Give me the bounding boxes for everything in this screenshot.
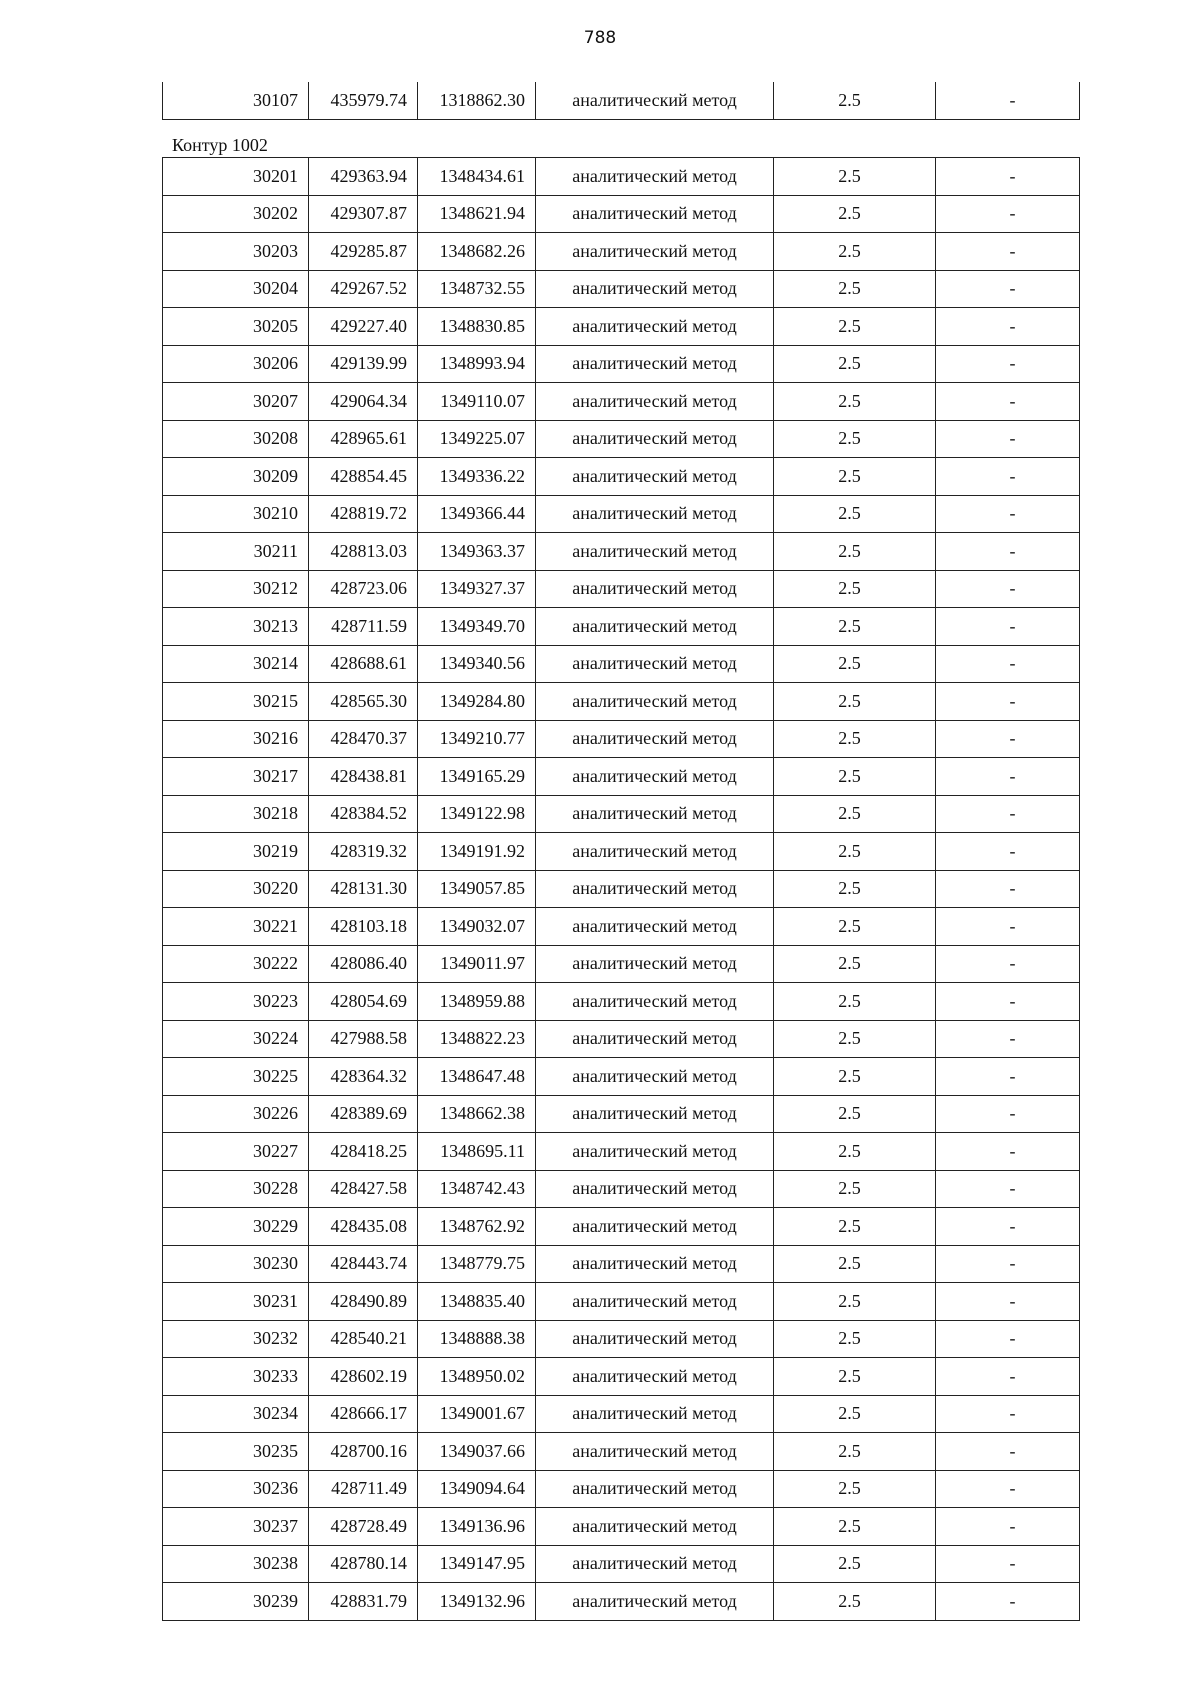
y-coordinate: 1348830.85 xyxy=(418,308,536,346)
precision: 2.5 xyxy=(774,945,936,983)
point-number: 30223 xyxy=(163,983,309,1021)
method: аналитический метод xyxy=(536,1283,774,1321)
precision: 2.5 xyxy=(774,195,936,233)
table-row xyxy=(163,1433,1080,1471)
y-coordinate: 1348822.23 xyxy=(418,1020,536,1058)
extra: - xyxy=(936,1133,1080,1171)
y-coordinate: 1348621.94 xyxy=(418,195,536,233)
x-coordinate: 428438.81 xyxy=(309,758,418,796)
method: аналитический метод xyxy=(536,1095,774,1133)
precision: 2.5 xyxy=(774,533,936,571)
extra: - xyxy=(936,533,1080,571)
table-row xyxy=(163,983,1080,1021)
extra: - xyxy=(936,758,1080,796)
method: аналитический метод xyxy=(536,270,774,308)
point-number: 30228 xyxy=(163,1170,309,1208)
precision: 2.5 xyxy=(774,1358,936,1396)
y-coordinate: 1349032.07 xyxy=(418,908,536,946)
point-number: 30217 xyxy=(163,758,309,796)
precision: 2.5 xyxy=(774,983,936,1021)
method: аналитический метод xyxy=(536,495,774,533)
precision: 2.5 xyxy=(774,158,936,196)
precision: 2.5 xyxy=(774,233,936,271)
y-coordinate: 1349340.56 xyxy=(418,645,536,683)
y-coordinate: 1349001.67 xyxy=(418,1395,536,1433)
method: аналитический метод xyxy=(536,1208,774,1246)
y-coordinate: 1349094.64 xyxy=(418,1470,536,1508)
y-coordinate: 1348662.38 xyxy=(418,1095,536,1133)
extra: - xyxy=(936,1058,1080,1096)
point-number: 30218 xyxy=(163,795,309,833)
method: аналитический метод xyxy=(536,608,774,646)
point-number: 30236 xyxy=(163,1470,309,1508)
extra: - xyxy=(936,1433,1080,1471)
method: аналитический метод xyxy=(536,1508,774,1546)
point-number: 30226 xyxy=(163,1095,309,1133)
method: аналитический метод xyxy=(536,82,774,119)
precision: 2.5 xyxy=(774,683,936,721)
y-coordinate: 1349147.95 xyxy=(418,1545,536,1583)
y-coordinate: 1349363.37 xyxy=(418,533,536,571)
extra: - xyxy=(936,683,1080,721)
y-coordinate: 1349366.44 xyxy=(418,495,536,533)
precision: 2.5 xyxy=(774,870,936,908)
precision: 2.5 xyxy=(774,1133,936,1171)
table-row xyxy=(163,758,1080,796)
x-coordinate: 435979.74 xyxy=(309,82,418,119)
table-row xyxy=(163,420,1080,458)
method: аналитический метод xyxy=(536,720,774,758)
x-coordinate: 428540.21 xyxy=(309,1320,418,1358)
method: аналитический метод xyxy=(536,1020,774,1058)
x-coordinate: 428565.30 xyxy=(309,683,418,721)
extra: - xyxy=(936,645,1080,683)
precision: 2.5 xyxy=(774,1470,936,1508)
precision: 2.5 xyxy=(774,645,936,683)
y-coordinate: 1349284.80 xyxy=(418,683,536,721)
y-coordinate: 1348742.43 xyxy=(418,1170,536,1208)
table-row xyxy=(163,1583,1080,1621)
y-coordinate: 1348434.61 xyxy=(418,158,536,196)
point-number: 30222 xyxy=(163,945,309,983)
table-row xyxy=(163,795,1080,833)
extra: - xyxy=(936,345,1080,383)
extra: - xyxy=(936,1245,1080,1283)
method: аналитический метод xyxy=(536,308,774,346)
precision: 2.5 xyxy=(774,1545,936,1583)
x-coordinate: 428723.06 xyxy=(309,570,418,608)
point-number: 30212 xyxy=(163,570,309,608)
point-number: 30205 xyxy=(163,308,309,346)
x-coordinate: 428666.17 xyxy=(309,1395,418,1433)
precision: 2.5 xyxy=(774,833,936,871)
table-row xyxy=(163,1395,1080,1433)
method: аналитический метод xyxy=(536,908,774,946)
x-coordinate: 428819.72 xyxy=(309,495,418,533)
x-coordinate: 428813.03 xyxy=(309,533,418,571)
point-number: 30235 xyxy=(163,1433,309,1471)
precision: 2.5 xyxy=(774,720,936,758)
x-coordinate: 428490.89 xyxy=(309,1283,418,1321)
y-coordinate: 1349136.96 xyxy=(418,1508,536,1546)
x-coordinate: 428831.79 xyxy=(309,1583,418,1621)
y-coordinate: 1349349.70 xyxy=(418,608,536,646)
table-row xyxy=(163,1020,1080,1058)
table-row xyxy=(163,1545,1080,1583)
point-number: 30207 xyxy=(163,383,309,421)
method: аналитический метод xyxy=(536,570,774,608)
point-number: 30206 xyxy=(163,345,309,383)
y-coordinate: 1348732.55 xyxy=(418,270,536,308)
extra: - xyxy=(936,1508,1080,1546)
coordinates-table-continued xyxy=(162,82,1080,120)
x-coordinate: 428711.59 xyxy=(309,608,418,646)
x-coordinate: 428602.19 xyxy=(309,1358,418,1396)
table-row xyxy=(163,908,1080,946)
extra: - xyxy=(936,1470,1080,1508)
point-number: 30107 xyxy=(163,82,309,119)
point-number: 30203 xyxy=(163,233,309,271)
y-coordinate: 1348993.94 xyxy=(418,345,536,383)
x-coordinate: 428711.49 xyxy=(309,1470,418,1508)
extra: - xyxy=(936,720,1080,758)
extra: - xyxy=(936,608,1080,646)
method: аналитический метод xyxy=(536,1545,774,1583)
point-number: 30216 xyxy=(163,720,309,758)
y-coordinate: 1348647.48 xyxy=(418,1058,536,1096)
method: аналитический метод xyxy=(536,1133,774,1171)
point-number: 30234 xyxy=(163,1395,309,1433)
point-number: 30220 xyxy=(163,870,309,908)
y-coordinate: 1349110.07 xyxy=(418,383,536,421)
point-number: 30211 xyxy=(163,533,309,571)
coordinates-table xyxy=(162,157,1080,1621)
extra: - xyxy=(936,158,1080,196)
x-coordinate: 428443.74 xyxy=(309,1245,418,1283)
point-number: 30227 xyxy=(163,1133,309,1171)
precision: 2.5 xyxy=(774,1283,936,1321)
extra: - xyxy=(936,1170,1080,1208)
table-row xyxy=(163,533,1080,571)
table-row xyxy=(163,195,1080,233)
y-coordinate: 1349132.96 xyxy=(418,1583,536,1621)
extra: - xyxy=(936,195,1080,233)
table-row xyxy=(163,345,1080,383)
extra: - xyxy=(936,570,1080,608)
x-coordinate: 428688.61 xyxy=(309,645,418,683)
x-coordinate: 428427.58 xyxy=(309,1170,418,1208)
table-row xyxy=(163,833,1080,871)
precision: 2.5 xyxy=(774,1020,936,1058)
extra: - xyxy=(936,1020,1080,1058)
point-number: 30219 xyxy=(163,833,309,871)
extra: - xyxy=(936,1545,1080,1583)
precision: 2.5 xyxy=(774,383,936,421)
table-row xyxy=(163,1508,1080,1546)
precision: 2.5 xyxy=(774,495,936,533)
x-coordinate: 428364.32 xyxy=(309,1058,418,1096)
x-coordinate: 427988.58 xyxy=(309,1020,418,1058)
table-row xyxy=(163,158,1080,196)
x-coordinate: 428103.18 xyxy=(309,908,418,946)
table-row xyxy=(163,608,1080,646)
precision: 2.5 xyxy=(774,345,936,383)
y-coordinate: 1349225.07 xyxy=(418,420,536,458)
extra: - xyxy=(936,945,1080,983)
method: аналитический метод xyxy=(536,1395,774,1433)
extra: - xyxy=(936,1208,1080,1246)
table-row xyxy=(163,945,1080,983)
precision: 2.5 xyxy=(774,795,936,833)
y-coordinate: 1348950.02 xyxy=(418,1358,536,1396)
x-coordinate: 429307.87 xyxy=(309,195,418,233)
extra: - xyxy=(936,270,1080,308)
table-row xyxy=(163,1358,1080,1396)
point-number: 30224 xyxy=(163,1020,309,1058)
precision: 2.5 xyxy=(774,1583,936,1621)
y-coordinate: 1348835.40 xyxy=(418,1283,536,1321)
table-row xyxy=(163,870,1080,908)
extra: - xyxy=(936,1320,1080,1358)
extra: - xyxy=(936,458,1080,496)
point-number: 30232 xyxy=(163,1320,309,1358)
y-coordinate: 1348959.88 xyxy=(418,983,536,1021)
precision: 2.5 xyxy=(774,1208,936,1246)
y-coordinate: 1349165.29 xyxy=(418,758,536,796)
precision: 2.5 xyxy=(774,1433,936,1471)
extra: - xyxy=(936,420,1080,458)
method: аналитический метод xyxy=(536,983,774,1021)
point-number: 30202 xyxy=(163,195,309,233)
x-coordinate: 428319.32 xyxy=(309,833,418,871)
precision: 2.5 xyxy=(774,82,936,119)
point-number: 30231 xyxy=(163,1283,309,1321)
point-number: 30209 xyxy=(163,458,309,496)
table-row xyxy=(163,495,1080,533)
x-coordinate: 428780.14 xyxy=(309,1545,418,1583)
y-coordinate: 1349336.22 xyxy=(418,458,536,496)
point-number: 30230 xyxy=(163,1245,309,1283)
precision: 2.5 xyxy=(774,458,936,496)
precision: 2.5 xyxy=(774,1395,936,1433)
x-coordinate: 429139.99 xyxy=(309,345,418,383)
extra: - xyxy=(936,308,1080,346)
point-number: 30201 xyxy=(163,158,309,196)
x-coordinate: 428965.61 xyxy=(309,420,418,458)
method: аналитический метод xyxy=(536,645,774,683)
x-coordinate: 428389.69 xyxy=(309,1095,418,1133)
table-row xyxy=(163,1058,1080,1096)
extra: - xyxy=(936,1283,1080,1321)
extra: - xyxy=(936,1358,1080,1396)
y-coordinate: 1348779.75 xyxy=(418,1245,536,1283)
table-row xyxy=(163,270,1080,308)
method: аналитический метод xyxy=(536,533,774,571)
method: аналитический метод xyxy=(536,795,774,833)
y-coordinate: 1349011.97 xyxy=(418,945,536,983)
x-coordinate: 428384.52 xyxy=(309,795,418,833)
table-row xyxy=(163,683,1080,721)
x-coordinate: 428086.40 xyxy=(309,945,418,983)
x-coordinate: 428054.69 xyxy=(309,983,418,1021)
table-row xyxy=(163,645,1080,683)
method: аналитический метод xyxy=(536,1433,774,1471)
method: аналитический метод xyxy=(536,1320,774,1358)
method: аналитический метод xyxy=(536,383,774,421)
page-number: 788 xyxy=(583,28,617,48)
y-coordinate: 1349037.66 xyxy=(418,1433,536,1471)
precision: 2.5 xyxy=(774,758,936,796)
table-body xyxy=(163,158,1080,1621)
precision: 2.5 xyxy=(774,1245,936,1283)
x-coordinate: 429227.40 xyxy=(309,308,418,346)
method: аналитический метод xyxy=(536,870,774,908)
table-row xyxy=(163,1133,1080,1171)
table-row xyxy=(163,1170,1080,1208)
x-coordinate: 429363.94 xyxy=(309,158,418,196)
x-coordinate: 429285.87 xyxy=(309,233,418,271)
method: аналитический метод xyxy=(536,1470,774,1508)
table-row xyxy=(163,1470,1080,1508)
method: аналитический метод xyxy=(536,1358,774,1396)
method: аналитический метод xyxy=(536,1245,774,1283)
y-coordinate: 1349210.77 xyxy=(418,720,536,758)
precision: 2.5 xyxy=(774,608,936,646)
method: аналитический метод xyxy=(536,1058,774,1096)
point-number: 30210 xyxy=(163,495,309,533)
method: аналитический метод xyxy=(536,420,774,458)
extra: - xyxy=(936,1095,1080,1133)
y-coordinate: 1318862.30 xyxy=(418,82,536,119)
extra: - xyxy=(936,82,1080,119)
precision: 2.5 xyxy=(774,1095,936,1133)
extra: - xyxy=(936,908,1080,946)
table-row xyxy=(163,1320,1080,1358)
x-coordinate: 428728.49 xyxy=(309,1508,418,1546)
x-coordinate: 428131.30 xyxy=(309,870,418,908)
extra: - xyxy=(936,1583,1080,1621)
method: аналитический метод xyxy=(536,458,774,496)
extra: - xyxy=(936,870,1080,908)
point-number: 30237 xyxy=(163,1508,309,1546)
table-row xyxy=(163,383,1080,421)
point-number: 30208 xyxy=(163,420,309,458)
method: аналитический метод xyxy=(536,1583,774,1621)
method: аналитический метод xyxy=(536,833,774,871)
point-number: 30238 xyxy=(163,1545,309,1583)
precision: 2.5 xyxy=(774,908,936,946)
table-row xyxy=(163,1283,1080,1321)
y-coordinate: 1349057.85 xyxy=(418,870,536,908)
table-row xyxy=(163,720,1080,758)
extra: - xyxy=(936,795,1080,833)
point-number: 30213 xyxy=(163,608,309,646)
table-row xyxy=(163,233,1080,271)
point-number: 30225 xyxy=(163,1058,309,1096)
y-coordinate: 1349191.92 xyxy=(418,833,536,871)
point-number: 30214 xyxy=(163,645,309,683)
table-row xyxy=(163,1208,1080,1246)
y-coordinate: 1349327.37 xyxy=(418,570,536,608)
x-coordinate: 429064.34 xyxy=(309,383,418,421)
x-coordinate: 429267.52 xyxy=(309,270,418,308)
method: аналитический метод xyxy=(536,195,774,233)
extra: - xyxy=(936,1395,1080,1433)
extra: - xyxy=(936,383,1080,421)
precision: 2.5 xyxy=(774,1320,936,1358)
table-row xyxy=(163,458,1080,496)
y-coordinate: 1348888.38 xyxy=(418,1320,536,1358)
precision: 2.5 xyxy=(774,420,936,458)
extra: - xyxy=(936,983,1080,1021)
precision: 2.5 xyxy=(774,1508,936,1546)
point-number: 30215 xyxy=(163,683,309,721)
table-row xyxy=(163,82,1080,119)
precision: 2.5 xyxy=(774,270,936,308)
x-coordinate: 428435.08 xyxy=(309,1208,418,1246)
point-number: 30221 xyxy=(163,908,309,946)
table-row xyxy=(163,570,1080,608)
precision: 2.5 xyxy=(774,570,936,608)
extra: - xyxy=(936,495,1080,533)
method: аналитический метод xyxy=(536,945,774,983)
method: аналитический метод xyxy=(536,158,774,196)
point-number: 30239 xyxy=(163,1583,309,1621)
x-coordinate: 428418.25 xyxy=(309,1133,418,1171)
table-row xyxy=(163,1095,1080,1133)
method: аналитический метод xyxy=(536,758,774,796)
table-row xyxy=(163,308,1080,346)
point-number: 30229 xyxy=(163,1208,309,1246)
extra: - xyxy=(936,833,1080,871)
point-number: 30204 xyxy=(163,270,309,308)
precision: 2.5 xyxy=(774,308,936,346)
method: аналитический метод xyxy=(536,345,774,383)
table-row xyxy=(163,1245,1080,1283)
method: аналитический метод xyxy=(536,1170,774,1208)
method: аналитический метод xyxy=(536,233,774,271)
method: аналитический метод xyxy=(536,683,774,721)
extra: - xyxy=(936,233,1080,271)
x-coordinate: 428854.45 xyxy=(309,458,418,496)
y-coordinate: 1349122.98 xyxy=(418,795,536,833)
y-coordinate: 1348695.11 xyxy=(418,1133,536,1171)
x-coordinate: 428470.37 xyxy=(309,720,418,758)
x-coordinate: 428700.16 xyxy=(309,1433,418,1471)
y-coordinate: 1348762.92 xyxy=(418,1208,536,1246)
y-coordinate: 1348682.26 xyxy=(418,233,536,271)
precision: 2.5 xyxy=(774,1058,936,1096)
point-number: 30233 xyxy=(163,1358,309,1396)
precision: 2.5 xyxy=(774,1170,936,1208)
contour-label: Контур 1002 xyxy=(172,135,268,155)
